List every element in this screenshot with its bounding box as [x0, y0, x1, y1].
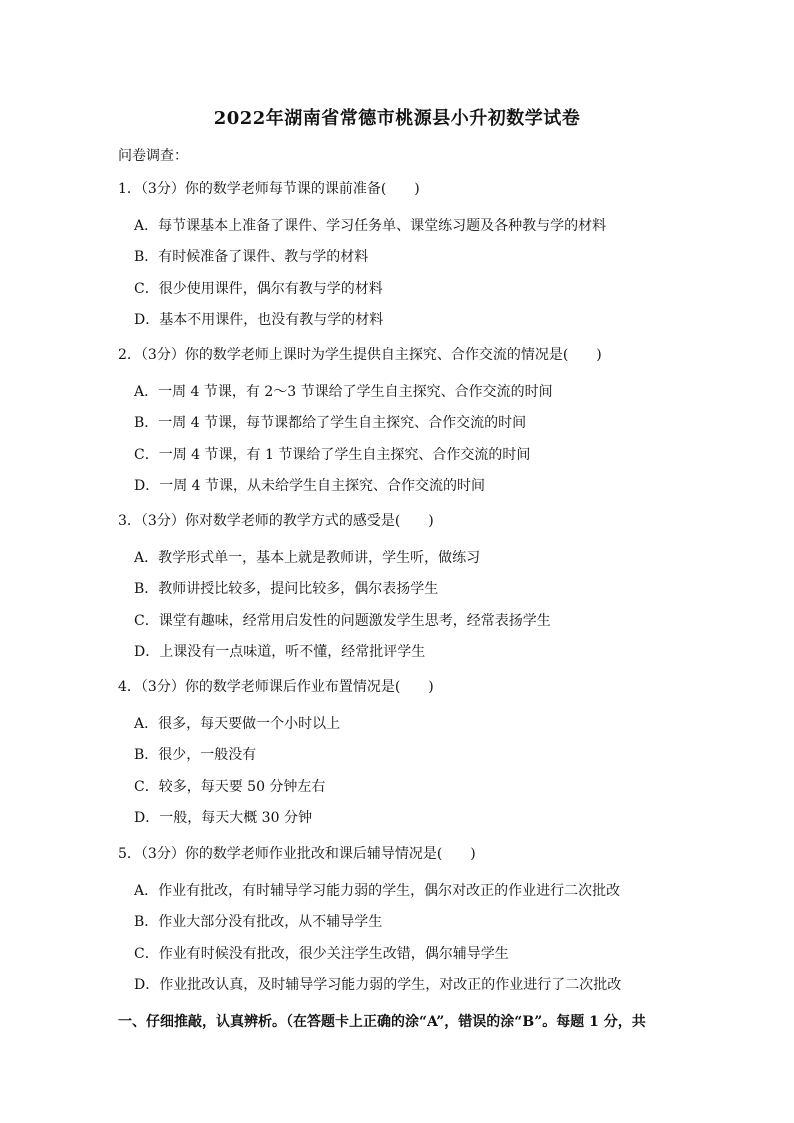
- question-4-option-c: C．较多，每天要 50 分钟左右: [134, 779, 326, 795]
- question-5-stem: 5．（3分）你的数学老师作业批改和课后辅导情况是( ): [118, 846, 476, 862]
- question-5-option-c: C．作业有时候没有批改，很少关注学生改错，偶尔辅导学生: [134, 946, 509, 962]
- question-4-option-b: B．很少，一般没有: [134, 747, 257, 763]
- question-5-option-b: B．作业大部分没有批改，从不辅导学生: [134, 914, 383, 930]
- question-3-option-a: A．教学形式单一，基本上就是教师讲，学生听，做练习: [134, 550, 481, 566]
- question-2-stem: 2．（3分）你的数学老师上课时为学生提供自主探究、合作交流的情况是( ): [118, 347, 602, 363]
- section-heading: 一、仔细推敲，认真辨析。（在答题卡上正确的涂“A”，错误的涂“B”。每题 1 分，共: [118, 1014, 646, 1030]
- question-1-option-d: D．基本不用课件，也没有教与学的材料: [134, 312, 384, 328]
- question-1-stem: 1．（3分）你的数学老师每节课的课前准备( ): [118, 181, 420, 197]
- question-4-stem: 4．（3分）你的数学老师课后作业布置情况是( ): [118, 679, 434, 695]
- question-1-option-a: A．每节课基本上准备了课件、学习任务单、课堂练习题及各种教与学的材料: [134, 218, 607, 234]
- page-title: 2022年湖南省常德市桃源县小升初数学试卷: [213, 108, 581, 129]
- question-3-option-c: C．课堂有趣味，经常用启发性的问题激发学生思考，经常表扬学生: [134, 613, 551, 629]
- question-3-option-b: B．教师讲授比较多，提问比较多，偶尔表扬学生: [134, 581, 439, 597]
- question-5-option-a: A．作业有批改，有时辅导学习能力弱的学生，偶尔对改正的作业进行二次批改: [134, 883, 621, 899]
- question-2-option-a: A．一周 4 节课，有 2～3 节课给了学生自主探究、合作交流的时间: [134, 384, 553, 400]
- question-5-option-d: D．作业批改认真，及时辅导学习能力弱的学生，对改正的作业进行了二次批改: [134, 977, 622, 993]
- question-4-option-d: D．一般，每天大概 30 分钟: [134, 810, 312, 826]
- question-1-option-c: C．很少使用课件，偶尔有教与学的材料: [134, 281, 383, 297]
- survey-intro: 问卷调查：: [118, 148, 188, 164]
- question-1-option-b: B．有时候准备了课件、教与学的材料: [134, 249, 369, 265]
- question-2-option-c: C．一周 4 节课，有 1 节课给了学生自主探究、合作交流的时间: [134, 447, 531, 463]
- question-2-option-b: B．一周 4 节课，每节课都给了学生自主探究、合作交流的时间: [134, 415, 527, 431]
- question-2-option-d: D．一周 4 节课，从未给学生自主探究、合作交流的时间: [134, 478, 486, 494]
- question-3-option-d: D．上课没有一点味道，听不懂，经常批评学生: [134, 644, 426, 660]
- question-4-option-a: A．很多，每天要做一个小时以上: [134, 716, 341, 732]
- question-3-stem: 3．（3分）你对数学老师的教学方式的感受是( ): [118, 513, 434, 529]
